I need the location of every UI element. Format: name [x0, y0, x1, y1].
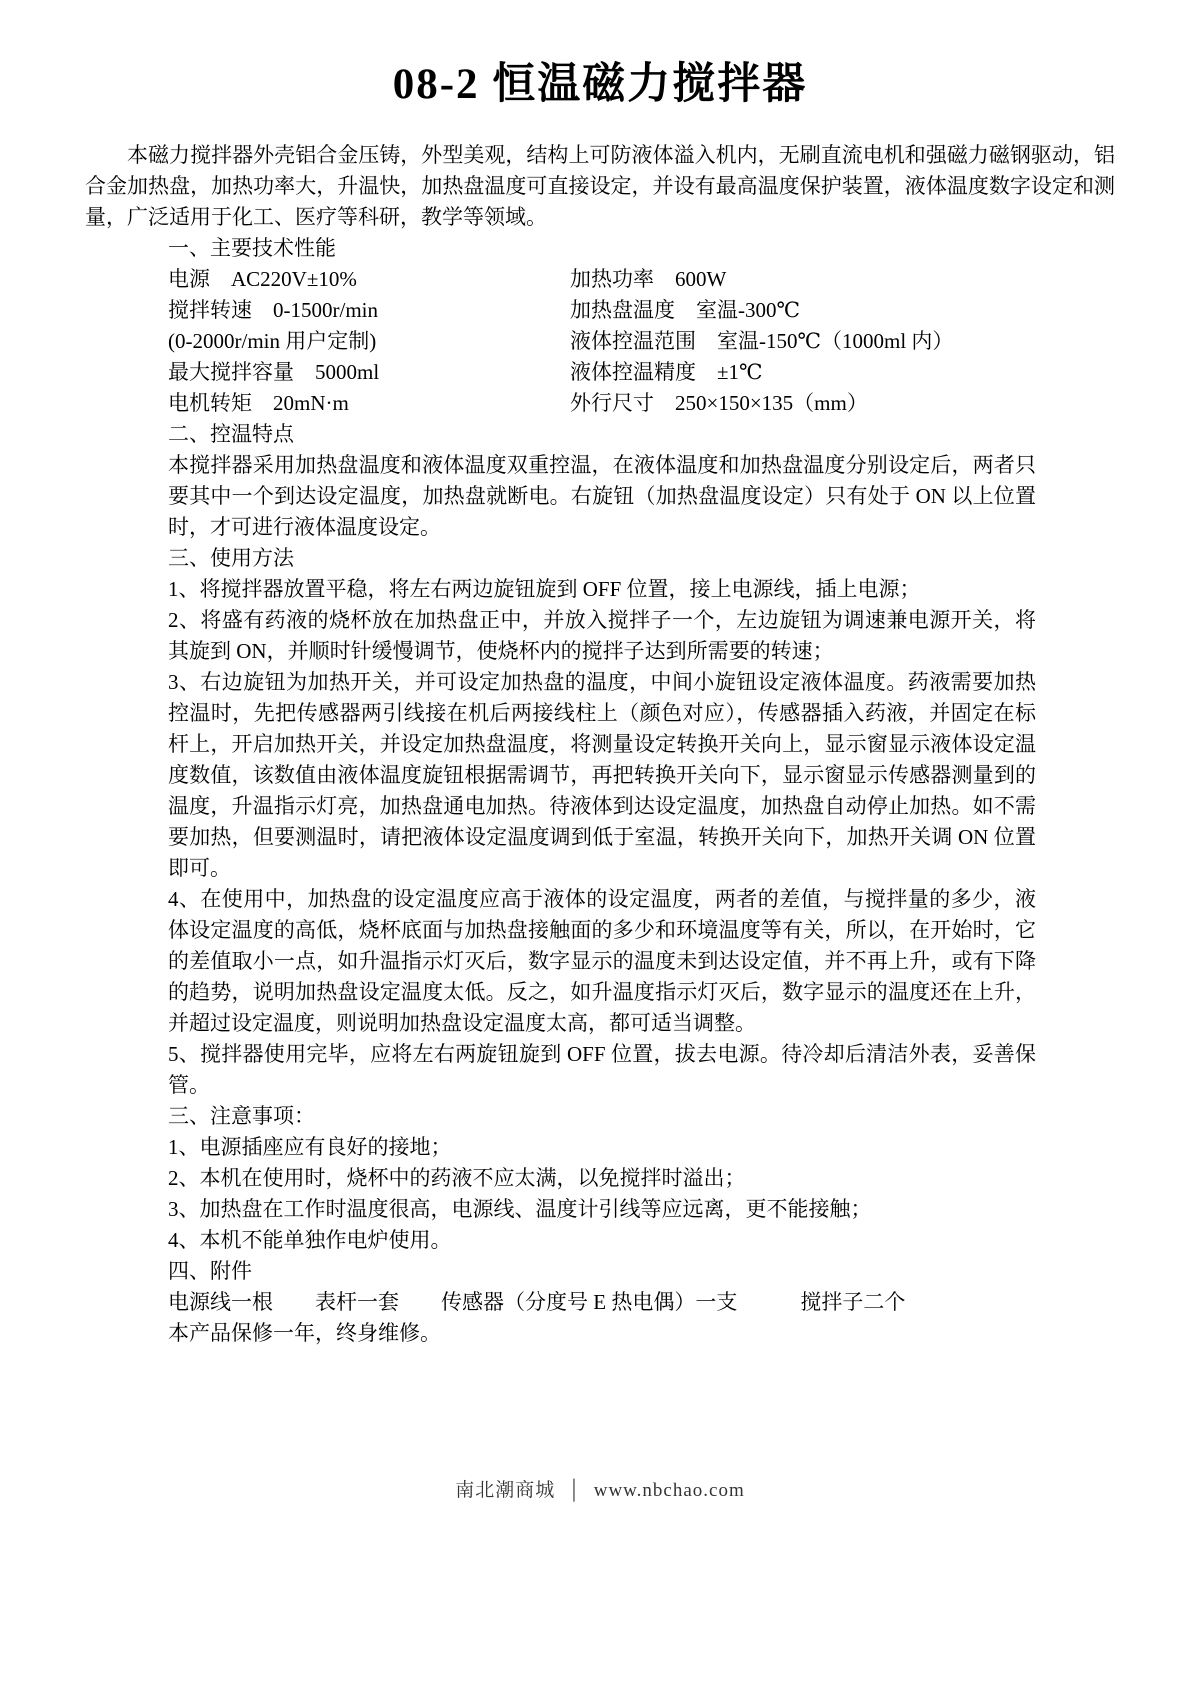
- usage-step: 3、右边旋钮为加热开关，并可设定加热盘的温度，中间小旋钮设定液体温度。药液需要加热控温时，先把传感器两引线接在机后两接线柱上（颜色对应），传感器插入药液，并固定在标杆上，开启加热开关，并设定加热盘温度，将测量设定转换开关向上，显示窗显示液体设定温度数值，该数值由液体温度旋钮根据需调节，再把转换开关向下，显示窗显示传感器测量到的温度，升温指示灯亮，加热盘通电加热。待液体到达设定温度，加热盘自动停止加热。如不需要加热，但要测温时，请把液体设定温度调到低于室温，转换开关向下，加热开关调 ON 位置即可。: [168, 670, 1036, 880]
- temp-control-paragraph: 本搅拌器采用加热盘温度和液体温度双重控温，在液体温度和加热盘温度分别设定后，两者只要其中一个到达设定温度，加热盘就断电。右旋钮（加热盘温度设定）只有处于 ON 以上位置时，才可进行液体温度设定。: [168, 453, 1036, 539]
- spec-line: (0-2000r/min 用户定制): [168, 329, 377, 353]
- document-body: [168, 233, 1036, 1349]
- spec-line: 电源 AC220V±10%: [168, 267, 357, 291]
- spec-column-right: [570, 264, 1036, 419]
- intro-paragraph: 本磁力搅拌器外壳铝合金压铸，外型美观，结构上可防液体溢入机内，无刷直流电机和强磁力磁钢驱动，铝合金加热盘，加热功率大，升温快，加热盘温度可直接设定，并设有最高温度保护装置，液体温度数字设定和测量，广泛适用于化工、医疗等科研，教学等领域。: [85, 143, 1115, 229]
- spec-line: 电机转矩 20mN·m: [168, 391, 349, 415]
- usage-steps-list: [168, 574, 1036, 1101]
- spec-line: 液体控温精度 ±1℃: [570, 360, 763, 384]
- spec-table: [168, 264, 1036, 419]
- note-item: 1、电源插座应有良好的接地；: [168, 1135, 452, 1159]
- spec-line: 外行尺寸 250×150×135（mm）: [570, 391, 868, 415]
- spec-column-left: [168, 264, 570, 419]
- spec-line: 液体控温范围 室温-150℃（1000ml 内）: [570, 329, 954, 353]
- footer-divider: │: [567, 1480, 582, 1501]
- footer-site-name: 南北潮商城: [455, 1480, 556, 1501]
- section-heading-specs: 一、主要技术性能: [168, 236, 336, 260]
- note-item: 4、本机不能单独作电炉使用。: [168, 1228, 452, 1252]
- usage-step: 2、将盛有药液的烧杯放在加热盘正中，并放入搅拌子一个，左边旋钮为调速兼电源开关，将其旋到 ON，并顺时针缓慢调节，使烧杯内的搅拌子达到所需要的转速；: [168, 608, 1036, 663]
- footer-url: www.nbchao.com: [593, 1480, 745, 1501]
- usage-step: 1、将搅拌器放置平稳，将左右两边旋钮旋到 OFF 位置，接上电源线，插上电源；: [168, 577, 921, 601]
- spec-line: 加热盘温度 室温-300℃: [570, 298, 800, 322]
- section-heading-temp-control: 二、控温特点: [168, 422, 294, 446]
- section-heading-accessories: 四、附件: [168, 1259, 252, 1283]
- spec-line: 最大搅拌容量 5000ml: [168, 360, 380, 384]
- page-title: 08-2 恒温磁力搅拌器: [392, 61, 808, 108]
- spec-line: 加热功率 600W: [570, 267, 727, 291]
- note-item: 2、本机在使用时，烧杯中的药液不应太满，以免搅拌时溢出；: [168, 1166, 746, 1190]
- section-heading-usage: 三、使用方法: [168, 546, 294, 570]
- notes-list: [168, 1132, 1036, 1256]
- page-footer: [0, 1478, 1200, 1504]
- spec-line: 搅拌转速 0-1500r/min: [168, 298, 378, 322]
- usage-step: 5、搅拌器使用完毕，应将左右两旋钮旋到 OFF 位置，拔去电源。待冷却后清洁外表，妥善保管。: [168, 1042, 1036, 1097]
- warranty-line: 本产品保修一年，终身维修。: [168, 1321, 441, 1345]
- accessories-line: 电源线一根 表杆一套 传感器（分度号 E 热电偶）一支 搅拌子二个: [168, 1290, 906, 1314]
- note-item: 3、加热盘在工作时温度很高，电源线、温度计引线等应远离，更不能接触；: [168, 1197, 872, 1221]
- section-heading-notes: 三、注意事项：: [168, 1104, 315, 1128]
- usage-step: 4、在使用中，加热盘的设定温度应高于液体的设定温度，两者的差值，与搅拌量的多少，液体设定温度的高低，烧杯底面与加热盘接触面的多少和环境温度等有关，所以，在开始时，它的差值取小一点，如升温指示灯灭后，数字显示的温度未到达设定值，并不再上升，或有下降的趋势，说明加热盘设定温度太低。反之，如升温度指示灯灭后，数字显示的温度还在上升，并超过设定温度，则说明加热盘设定温度太高，都可适当调整。: [168, 887, 1036, 1035]
